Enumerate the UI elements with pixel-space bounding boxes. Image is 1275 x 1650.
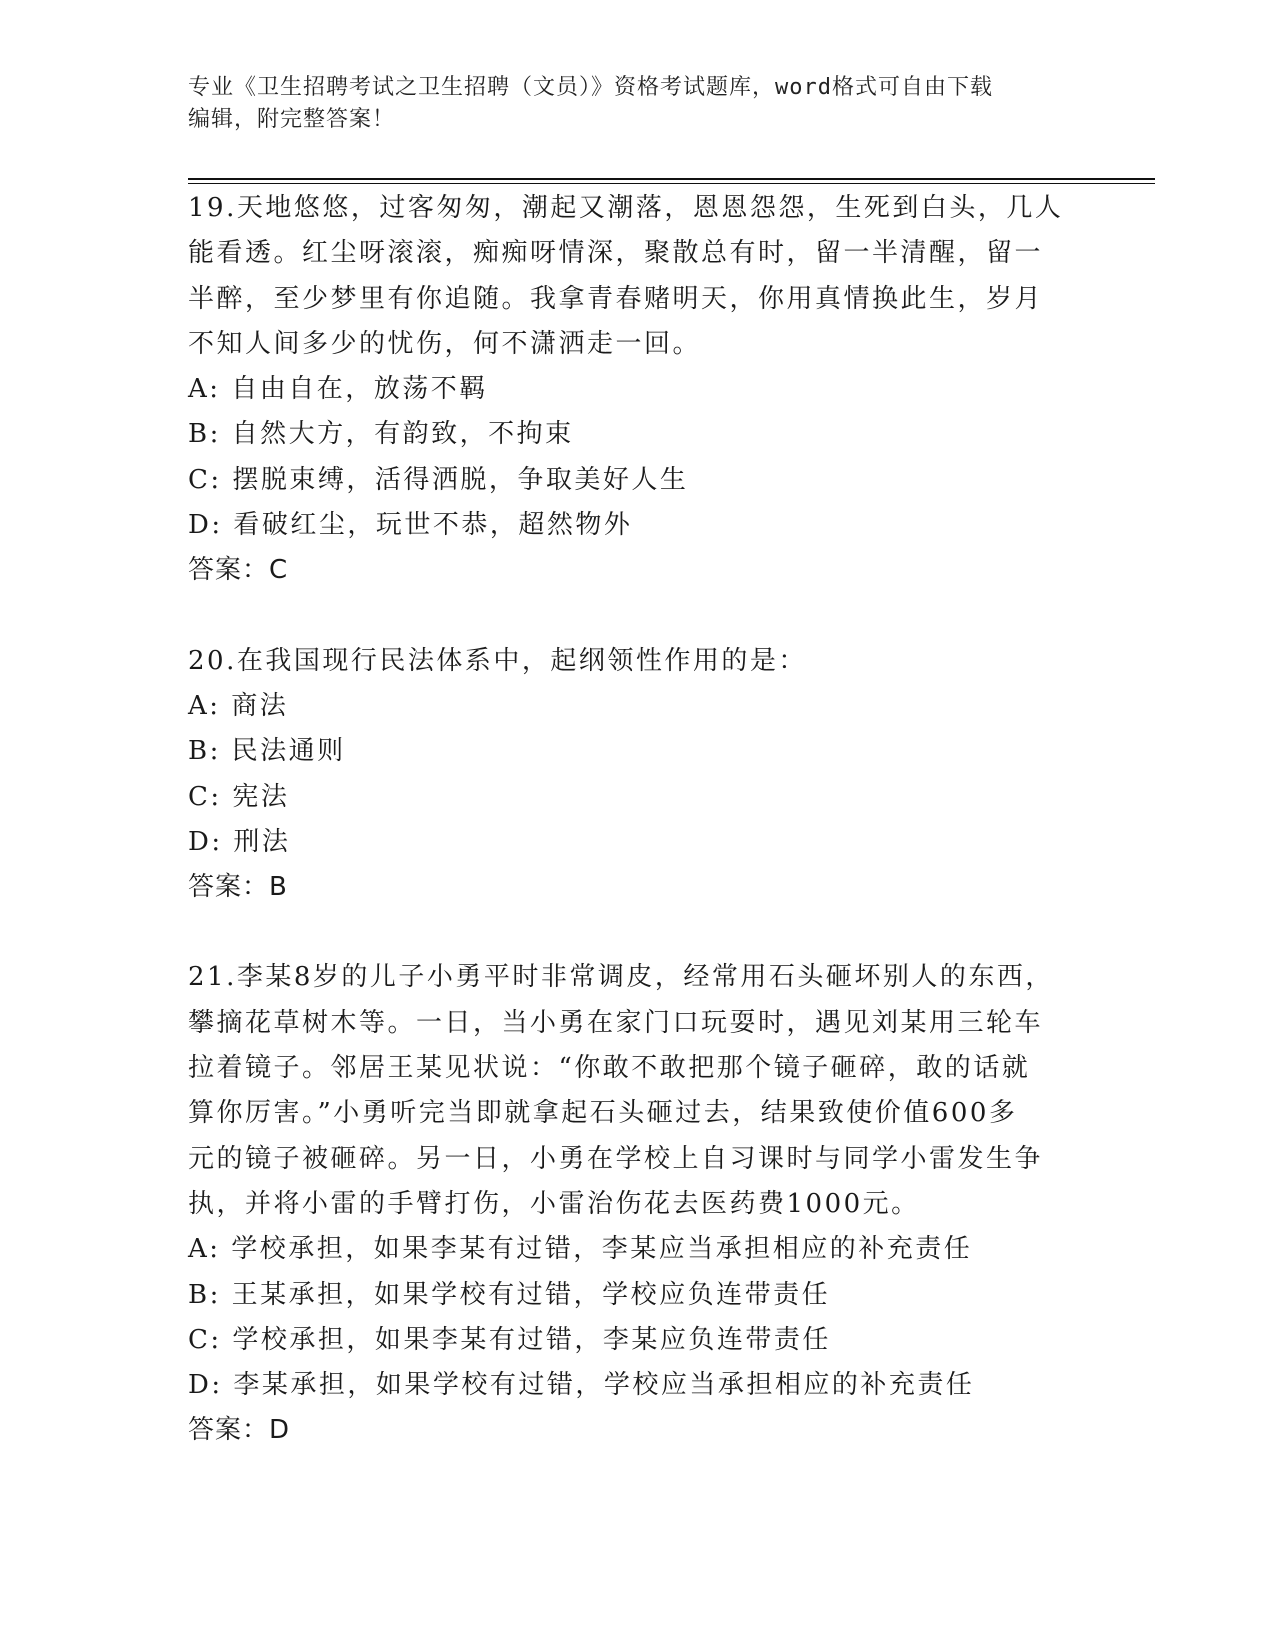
option-c: C: 宪法 (188, 781, 290, 812)
option-a: A: 自由自在，放荡不羁 (188, 374, 488, 405)
answer-label: 答案：B (188, 872, 288, 903)
header-divider-thick (188, 178, 1155, 180)
option-c: C: 学校承担，如果李某有过错，李某应负连带责任 (188, 1324, 831, 1355)
stem-line: 21.李某8岁的儿子小勇平时非常调皮，经常用石头砸坏别人的东西， (188, 962, 1054, 993)
question-spacer (188, 594, 1078, 639)
question-spacer (188, 910, 1078, 955)
option-d: D: 刑法 (188, 826, 291, 857)
stem-line: 执，并将小雷的手臂打伤，小雷治伤花去医药费1000元。 (188, 1188, 920, 1219)
answer-label: 答案：C (188, 555, 289, 586)
stem-line: 不知人间多少的忧伤，何不潇洒走一回。 (188, 328, 702, 359)
stem-line: 19.天地悠悠，过客匆匆，潮起又潮落，恩恩怨怨，生死到白头，几人 (188, 193, 1064, 223)
question-19 (188, 186, 1078, 594)
header-divider-thin (188, 183, 1155, 184)
option-b: B: 自然大方，有韵致，不拘束 (188, 419, 574, 450)
option-d: D: 李某承担，如果学校有过错，学校应当承担相应的补充责任 (188, 1370, 975, 1401)
stem-line: 拉着镜子。邻居王某见状说：“你敢不敢把那个镜子砸碎，敢的话就 (188, 1053, 1031, 1084)
stem-line: 20.在我国现行民法体系中，起纲领性作用的是： (188, 645, 807, 676)
option-b: B: 民法通则 (188, 736, 346, 767)
header-line-1: 专业《卫生招聘考试之卫生招聘（文员）》资格考试题库，word格式可自由下载 (188, 75, 993, 100)
header-line-2: 编辑，附完整答案！ (188, 107, 396, 132)
option-b: B: 王某承担，如果学校有过错，学校应负连带责任 (188, 1279, 831, 1310)
stem-line: 元的镜子被砸碎。另一日，小勇在学校上自习课时与同学小雷发生争 (188, 1143, 1044, 1174)
option-a: A: 商法 (188, 690, 289, 721)
option-d: D: 看破红尘，玩世不恭，超然物外 (188, 510, 633, 541)
stem-line: 攀摘花草树木等。一日，当小勇在家门口玩耍时，遇见刘某用三轮车 (188, 1007, 1044, 1038)
option-a: A: 学校承担，如果李某有过错，李某应当承担相应的补充责任 (188, 1234, 973, 1265)
question-21 (188, 955, 1078, 1453)
option-c: C: 摆脱束缚，活得洒脱，争取美好人生 (188, 464, 689, 495)
question-20 (188, 639, 1078, 911)
question-list (188, 186, 1078, 1454)
document-header (188, 72, 1088, 136)
stem-line: 能看透。红尘呀滚滚，痴痴呀情深，聚散总有时，留一半清醒，留一 (188, 238, 1044, 269)
answer-label: 答案：D (188, 1415, 291, 1446)
question-stem (188, 186, 1078, 367)
question-stem (188, 639, 1078, 684)
question-stem (188, 955, 1078, 1227)
stem-line: 半醉，至少梦里有你追随。我拿青春赌明天，你用真情换此生，岁月 (188, 283, 1044, 314)
stem-line: 算你厉害。”小勇听完当即就拿起石头砸过去，结果致使价值600多 (188, 1098, 1018, 1129)
